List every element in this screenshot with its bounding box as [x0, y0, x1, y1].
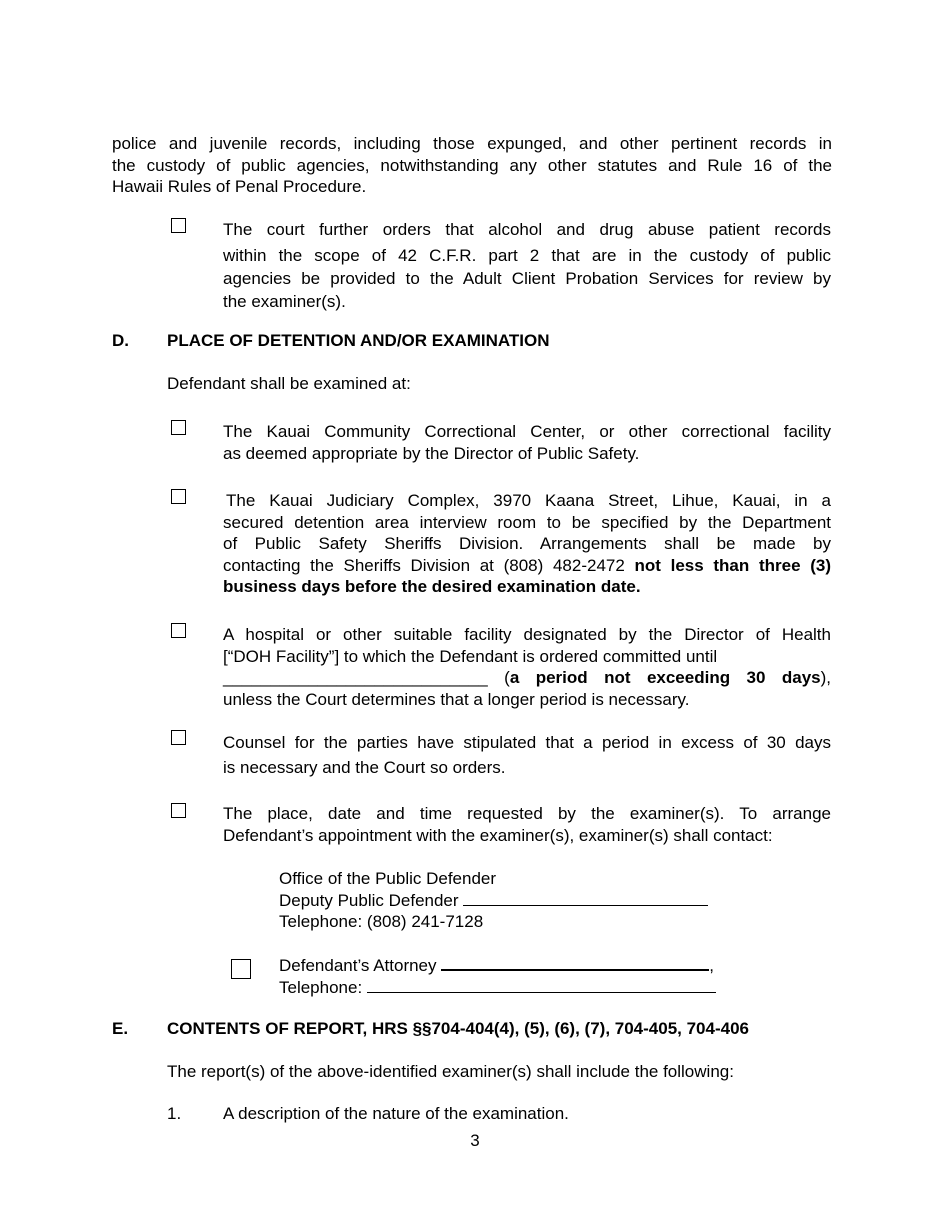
option3-paren-close: ), [820, 668, 831, 687]
option-stipulated-period-text [223, 730, 831, 780]
option3-paren-open: ( [504, 668, 510, 687]
intro-paragraph [112, 133, 832, 198]
option4-line-1: Counsel for the parties have stipulated that a period in excess of 30 days [223, 733, 831, 752]
public-defender-office: Office of the Public Defender [279, 869, 497, 888]
deputy-public-defender-blank[interactable] [463, 890, 708, 906]
option2-line-4-bold: not less than three (3) [634, 555, 831, 575]
defendant-attorney-row [279, 954, 739, 977]
section-d-heading [112, 330, 550, 352]
section-e-item-1-text: A description of the nature of the examination. [223, 1104, 569, 1123]
section-d-letter: D. [112, 331, 129, 350]
further-order-checkbox[interactable] [171, 218, 186, 233]
section-e-intro: The report(s) of the above-identified examiner(s) shall include the following: [167, 1062, 734, 1081]
option-judiciary-complex-checkbox[interactable] [171, 489, 186, 504]
deputy-public-defender-label: Deputy Public Defender [279, 890, 459, 910]
defendant-attorney-comma: , [709, 956, 714, 975]
option-stipulated-period-checkbox[interactable] [171, 730, 186, 745]
defendant-attorney-telephone-row [279, 977, 739, 999]
option-doh-facility-checkbox[interactable] [171, 623, 186, 638]
option1-line-2: as deemed appropriate by the Director of Public Safety. [223, 443, 640, 463]
public-defender-contact [279, 868, 739, 933]
option2-line-5-bold: business days before the desired examination date. [223, 577, 641, 596]
option-examiner-request-text [223, 803, 831, 846]
option5-line-1: The place, date and time requested by the examiner(s). To arrange [223, 804, 831, 823]
defendant-attorney-telephone-blank[interactable] [367, 977, 716, 993]
section-e-letter: E. [112, 1019, 129, 1038]
section-e-heading [112, 1018, 749, 1040]
option5-line-2: Defendant’s appointment with the examiner(s), examiner(s) shall contact: [223, 825, 773, 845]
intro-line-3: Hawaii Rules of Penal Procedure. [112, 177, 367, 196]
option2-line-4 [223, 555, 831, 577]
option-correctional-center-text [223, 421, 831, 464]
option3-line-3 [223, 667, 831, 689]
defendant-attorney-label: Defendant’s Attorney [279, 956, 437, 975]
option3-line-1: A hospital or other suitable facility designated by the Director of Health [223, 625, 831, 644]
further-order-line-3: agencies be provided to the Adult Client Probation Services for review by [223, 269, 831, 288]
option-correctional-center-checkbox[interactable] [171, 420, 186, 435]
option2-line-3: of Public Safety Sheriffs Division. Arrangements shall be made by [223, 534, 831, 553]
section-e-item-1-number: 1. [167, 1104, 182, 1123]
option2-line-4-plain: contacting the Sheriffs Division at (808) 482-2472 [223, 555, 635, 575]
option3-line-2: [“DOH Facility”] to which the Defendant is ordered committed until [223, 646, 718, 666]
option1-line-1: The Kauai Community Correctional Center, or other correctional facility [223, 422, 831, 441]
defendant-attorney-contact [279, 954, 739, 998]
defendant-attorney-telephone-label: Telephone: [279, 977, 363, 997]
further-order-line-2: within the scope of 42 C.F.R. part 2 that are in the custody of public [223, 246, 831, 265]
option2-line-2: secured detention area interview room to be specified by the Department [223, 512, 831, 532]
further-order-text [223, 218, 831, 313]
option3-bold: a period not exceeding 30 days [509, 668, 821, 687]
further-order-line-1: The court further orders that alcohol and drug abuse patient records [223, 220, 831, 239]
section-d-intro: Defendant shall be examined at: [167, 374, 411, 393]
further-order-line-4: the examiner(s). [223, 292, 346, 311]
public-defender-telephone: Telephone: (808) 241-7128 [279, 912, 484, 931]
page-number: 3 [470, 1131, 480, 1150]
deputy-public-defender-row [279, 890, 739, 912]
section-d-title: PLACE OF DETENTION AND/OR EXAMINATION [167, 331, 550, 350]
section-e-title: CONTENTS OF REPORT, HRS §§704-404(4), (5), (6), (7), 704-405, 704-406 [167, 1019, 749, 1038]
option2-line-1: The Kauai Judiciary Complex, 3970 Kaana Street, Lihue, Kauai, in a [226, 491, 831, 510]
option4-line-2: is necessary and the Court so orders. [223, 758, 506, 777]
intro-line-1: police and juvenile records, including those expunged, and other pertinent records in [112, 134, 832, 153]
option3-line-4: unless the Court determines that a longer period is necessary. [223, 689, 690, 709]
option-judiciary-complex-text [223, 490, 831, 598]
defendant-attorney-checkbox[interactable] [231, 959, 251, 979]
intro-line-2: the custody of public agencies, notwithstanding any other statutes and Rule 16 of the [112, 155, 832, 175]
option-doh-facility-text [223, 624, 831, 710]
option-examiner-request-checkbox[interactable] [171, 803, 186, 818]
defendant-attorney-blank[interactable] [441, 954, 709, 971]
commitment-date-blank[interactable]: ____________________________ [223, 668, 488, 687]
